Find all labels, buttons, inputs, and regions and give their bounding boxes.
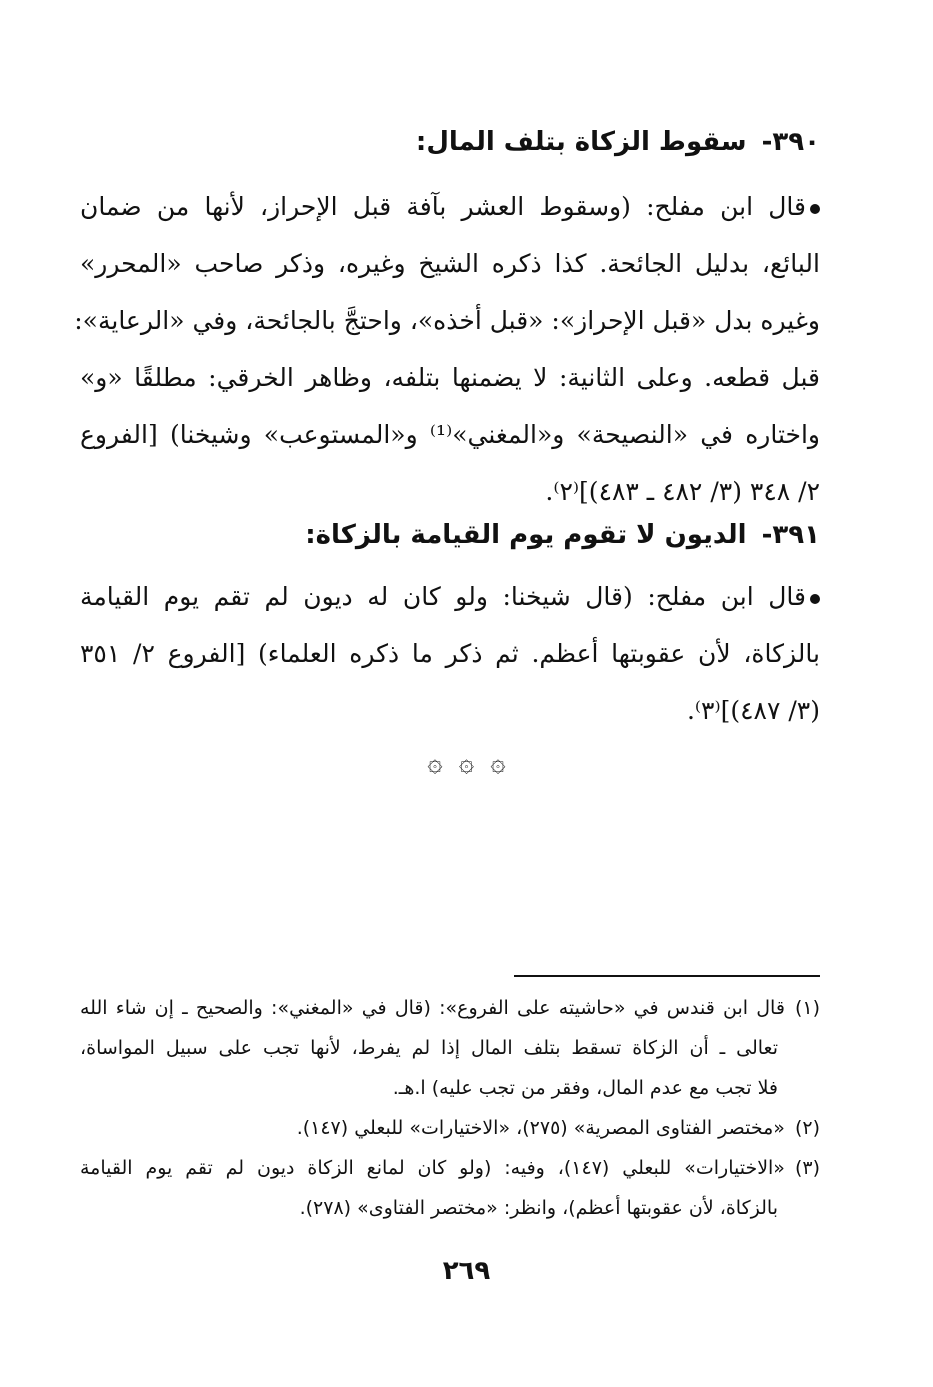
paragraph-line: بالزكاة، لأن عقوبتها أعظم. ثم ذكر ما ذكره العلماء) [الفروع ٢/ ٣٥١: [80, 639, 820, 668]
footnote-text: قال ابن قندس في «حاشيته على الفروع»: (قال في «المغني»: والصحيح ـ إن شاء الله: [80, 997, 785, 1019]
footnote-marker: (١): [794, 997, 820, 1019]
footnote-3: [80, 1148, 820, 1228]
section-391-paragraph: [80, 568, 820, 739]
ornament-icon: ۞: [490, 748, 506, 778]
footnote-text: «مختصر الفتاوى المصرية» (٢٧٥)، «الاختيارات» للبعلي (١٤٧).: [296, 1117, 785, 1139]
footnote-2: [80, 1108, 820, 1148]
footnote-text: «الاختيارات» للبعلي (١٤٧)، وفيه: (ولو كان لمانع الزكاة ديون لم تقم يوم القيامة: [80, 1157, 785, 1179]
ornament-icon: ۞: [427, 748, 443, 778]
paragraph-line: واختاره في «النصيحة» و«المغني»⁽¹⁾ و«المستوعب» وشيخنا) [الفروع: [80, 420, 820, 449]
footnote-text: بالزكاة، لأن عقوبتها أعظم)، وانظر: «مختصر الفتاوى» (٢٧٨).: [299, 1197, 778, 1219]
section-divider-ornaments: [0, 748, 933, 778]
section-390-title: سقوط الزكاة بتلف المال:: [415, 127, 747, 157]
paragraph-line: قال ابن مفلح: (قال شيخنا: ولو كان له ديون لم تقم يوم القيامة: [80, 568, 820, 625]
paragraph-line: ٢/ ٣٤٨ (٣/ ٤٨٢ ـ ٤٨٣)]⁽٢⁾.: [545, 477, 820, 506]
ornament-icon: ۞: [458, 748, 475, 778]
footnote-marker: (٢): [794, 1117, 820, 1139]
bullet-icon: [810, 594, 820, 604]
section-391-title: الديون لا تقوم يوم القيامة بالزكاة:: [305, 520, 747, 550]
footnote-text: فلا تجب مع عدم المال، وفقر من تجب عليه) ا.هـ.: [392, 1077, 778, 1099]
bullet-icon: [810, 204, 820, 214]
paragraph-line: البائع، بدليل الجائحة. كذا ذكره الشيخ وغيره، وذكر صاحب «المحرر»: [80, 249, 820, 278]
paragraph-line: (٣/ ٤٨٧)]⁽٣⁾.: [686, 696, 820, 725]
paragraph-line: قال ابن مفلح: (وسقوط العشر بآفة قبل الإحراز، لأنها من ضمان: [80, 178, 820, 235]
footnote-separator: [514, 975, 820, 977]
page-number: ٢٦٩: [442, 1256, 491, 1286]
paragraph-line: وغيره بدل «قبل الإحراز»: «قبل أخذه»، واحتجَّ بالجائحة، وفي «الرعاية»:: [74, 306, 820, 335]
footnote-marker: (٣): [794, 1157, 820, 1179]
footnote-1: [80, 988, 820, 1108]
footnotes: [80, 988, 820, 1228]
section-390-paragraph: [74, 178, 820, 520]
paragraph-line: قبل قطعه. وعلى الثانية: لا يضمنها بتلفه، وظاهر الخرقي: مطلقًا «و»: [80, 363, 820, 392]
section-391-number: ٣٩١-: [761, 520, 820, 550]
section-390-heading: [80, 122, 820, 162]
section-390-number: ٣٩٠-: [761, 127, 820, 157]
section-391-heading: [80, 515, 820, 555]
footnote-text: تعالى ـ أن الزكاة تسقط بتلف المال إذا لم يفرط، لأنها تجب على سبيل المواساة،: [80, 1037, 778, 1059]
